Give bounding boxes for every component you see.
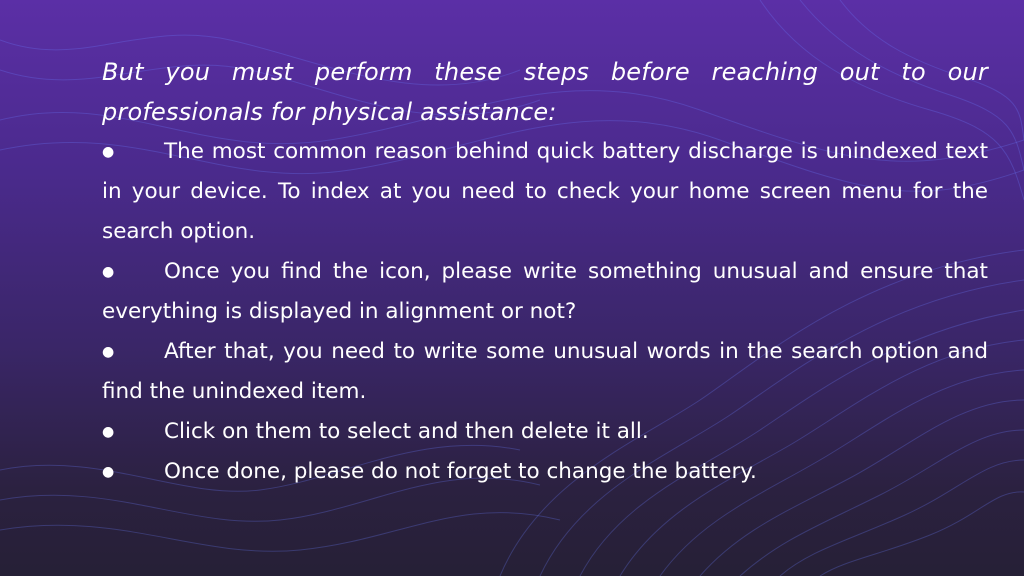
- list-item-text: After that, you need to write some unusual words in the search option and find the unindexed item.: [102, 339, 988, 404]
- bullet-icon: ●: [102, 424, 115, 440]
- bullet-icon: ●: [102, 144, 115, 160]
- list-item-text: Click on them to select and then delete it all.: [164, 419, 649, 444]
- list-item: [102, 252, 988, 332]
- list-item: [102, 132, 988, 252]
- bullet-icon: ●: [102, 264, 115, 280]
- list-item-text: Once done, please do not forget to change the battery.: [164, 459, 757, 484]
- bullet-icon: ●: [102, 344, 115, 360]
- list-item: [102, 332, 988, 412]
- list-item-text: Once you find the icon, please write something unusual and ensure that everything is displayed in alignment or not?: [102, 259, 988, 324]
- bullet-list: [102, 132, 988, 492]
- intro-text: But you must perform these steps before reaching out to our professionals for physical assistance:: [102, 58, 988, 126]
- list-item: [102, 452, 988, 492]
- bullet-icon: ●: [102, 464, 115, 480]
- slide-content: [102, 52, 988, 492]
- list-item-text: The most common reason behind quick battery discharge is unindexed text in your device. To index at you need to check your home screen menu for the search option.: [102, 139, 988, 244]
- list-item: [102, 412, 988, 452]
